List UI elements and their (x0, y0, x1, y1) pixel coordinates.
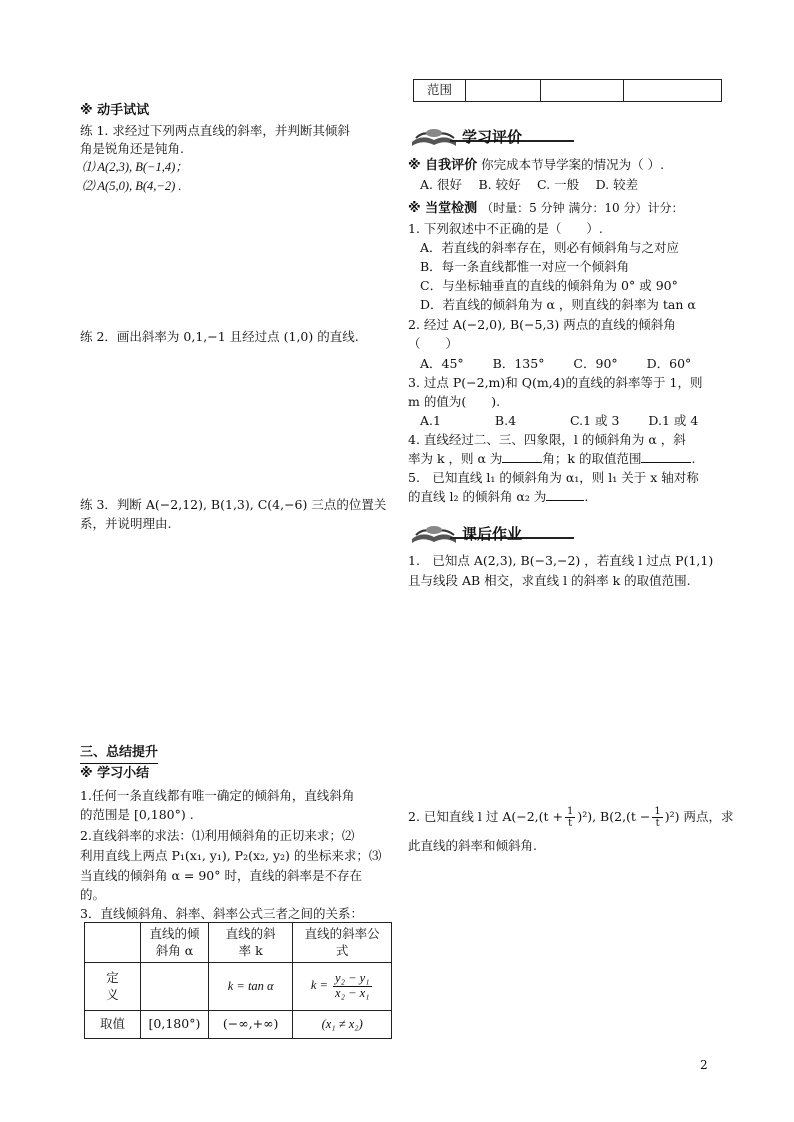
table-header-slope-line-1: 直线的斜 (225, 925, 276, 941)
table-header-slope (209, 923, 293, 963)
class-test-line (408, 198, 684, 219)
question-4-blank-angle[interactable] (502, 462, 542, 463)
section-summary-heading: 三、总结提升 (80, 743, 158, 764)
homework-2-fraction-2 (652, 806, 662, 829)
exercise-3-line-2: 系，并说明理由. (80, 516, 172, 531)
homework-2-line-1 (408, 806, 734, 829)
book-icon (410, 124, 460, 150)
homework-1-line-2: 且与线段 AB 相交，求直线 l 的斜率 k 的取值范围. (408, 573, 691, 588)
top-table-cell-3 (624, 80, 722, 102)
summary-2-line-4: 的。 (80, 887, 106, 902)
section-try-heading: ※ 动手试试 (80, 103, 150, 118)
table-row-range-slope: (−∞,+∞) (209, 1011, 293, 1039)
question-5-text-a: 的直线 l₂ 的倾斜角 α₂ 为 (408, 489, 547, 504)
table-row-range-formula: (x₁ ≠ x₂) (293, 1011, 392, 1039)
table-row-definition-angle (140, 963, 208, 1011)
question-3-line-1: 3. 过点 P(−2,m)和 Q(m,4)的直线的斜率等于 1，则 (408, 375, 703, 390)
eval-section-banner (410, 124, 730, 150)
question-2-line-1: 2. 经过 A(−2,0), B(−5,3) 两点的直线的倾斜角 (408, 317, 676, 332)
homework-2-text-a: 2. 已知直线 l 过 A(−2,(t + (408, 809, 563, 824)
homework-section-title: 课后作业 (462, 525, 523, 543)
homework-2-line-2: 此直线的斜率和倾斜角. (408, 838, 537, 853)
table-header-formula-line-1: 直线的斜率公 (304, 925, 380, 941)
summary-2-line-1: 2.直线斜率的求法：⑴利用倾斜角的正切来求；⑵ (80, 828, 355, 843)
summary-3: 3．直线倾斜角、斜率、斜率公式三者之间的关系： (80, 906, 363, 921)
question-4-text-c: . (691, 451, 696, 466)
question-4-blank-range[interactable] (641, 462, 691, 463)
question-3-options: A.1 B.4 C.1 或 3 D.1 或 4 (420, 413, 699, 428)
exercise-1-line-2: 角是锐角还是钝角. (80, 141, 184, 156)
table-header-formula (293, 923, 392, 963)
exercise-1-part-a: ⑴ A(2,3), B(−1,4)； (82, 160, 188, 174)
table-row-definition-label-line-1: 定 (106, 969, 119, 985)
table-header-formula-line-2: 式 (335, 942, 349, 958)
question-1-option-d: D．若直线的倾斜角为 α ，则直线的斜率为 tan α (420, 297, 696, 312)
table-row-definition-label (85, 963, 141, 1011)
table-row-definition-slope: k = tan α (209, 963, 293, 1011)
table-row-definition-label-line-2: 义 (106, 986, 119, 1002)
summary-2-line-2: 利用直线上两点 P₁(x₁, y₁), P₂(x₂, y₂) 的坐标来求；⑶ (80, 848, 382, 863)
question-2-line-2: （ ） (408, 336, 459, 351)
section-summary-subheading: ※ 学习小结 (80, 766, 150, 781)
homework-2-fraction-1-den: t (568, 818, 573, 829)
question-4-text-a: 率为 k ，则 α 为 (408, 451, 503, 466)
table-header-angle (140, 923, 208, 963)
homework-2-text-b: )²), B(2,(t − (577, 809, 651, 824)
table-row-range-label: 取值 (85, 1011, 141, 1039)
top-table-cell-1 (466, 80, 541, 102)
question-3-line-2: m 的值为( ). (408, 394, 501, 409)
class-test-meta: （时量：5 分钟 满分：10 分）计分： (481, 201, 684, 215)
exercise-1-part-b: ⑵ A(5,0), B(4,−2) . (82, 179, 182, 193)
question-5-blank[interactable] (546, 500, 584, 501)
homework-2-fraction-2-den: t (655, 818, 660, 829)
homework-2-fraction-1 (565, 806, 575, 829)
exercise-3-line-1: 练 3．判断 A(−2,12), B(1,3), C(4,−6) 三点的位置关 (80, 497, 387, 512)
question-4-line-1: 4. 直线经过二、三、四象限，l 的倾斜角为 α ，斜 (408, 432, 686, 447)
question-4-line-2 (408, 449, 695, 468)
class-test-heading: ※ 当堂检测 (408, 201, 478, 216)
exercise-2: 练 2．画出斜率为 0,1,−1 且经过点 (1,0) 的直线. (80, 329, 359, 344)
table-header-angle-line-2: 斜角 α (155, 942, 194, 958)
summary-2-line-3: 当直线的倾斜角 α = 90° 时，直线的斜率是不存在 (80, 868, 362, 883)
top-table-cell-2 (541, 80, 624, 102)
table-header-slope-line-2: 率 k (238, 942, 263, 958)
question-4-text-b: 角；k 的取值范围 (542, 451, 642, 466)
question-1: 1. 下列叙述中不正确的是（ ）. (408, 221, 603, 236)
question-2-options: A．45° B．135° C．90° D．60° (420, 356, 692, 371)
self-eval-text: 你完成本节导学案的情况为（ ）. (481, 157, 665, 172)
homework-1-line-1: 1. 已知点 A(2,3), B(−3,−2) ，若直线 l 过点 P(1,1) (408, 553, 714, 568)
table-row-definition-formula (293, 963, 392, 1011)
question-1-option-c: C．与坐标轴垂直的直线的倾斜角为 0° 或 90° (420, 278, 678, 293)
top-range-table (413, 79, 722, 102)
table-row-range-angle: [0,180°) (140, 1011, 208, 1039)
homework-2-fraction-1-num: 1 (566, 806, 574, 817)
homework-section-banner (410, 521, 730, 547)
homework-2-fraction-2-num: 1 (654, 806, 661, 817)
table-formula-k: k = (310, 978, 328, 993)
question-1-option-b: B．每一条直线都惟一对应一个倾斜角 (420, 259, 630, 274)
self-eval-line (408, 155, 664, 176)
exercise-1-line-1: 练 1. 求经过下列两点直线的斜率，并判断其倾斜 (80, 123, 350, 138)
table-header-angle-line-1: 直线的倾 (149, 925, 200, 941)
eval-section-title: 学习评价 (462, 128, 523, 146)
summary-1-line-1: 1.任何一条直线都有唯一确定的倾斜角，直线斜角 (80, 788, 355, 803)
top-table-label: 范围 (414, 80, 466, 102)
summary-table (84, 922, 392, 1039)
self-eval-options: A. 很好 B. 较好 C. 一般 D. 较差 (420, 177, 639, 192)
question-5-text-b: . (584, 489, 589, 504)
table-formula-numerator: y₂ − y₁ (335, 971, 370, 986)
page-number: 2 (700, 1058, 708, 1072)
question-5-line-2 (408, 487, 588, 506)
table-formula-fraction (333, 972, 371, 1001)
summary-1-line-2: 的范围是 [0,180°) . (80, 807, 194, 822)
table-corner-cell (85, 923, 141, 963)
self-eval-heading: ※ 自我评价 (408, 158, 478, 173)
homework-2-text-c: )²) 两点，求 (664, 809, 734, 824)
book-icon (410, 521, 460, 547)
question-1-option-a: A．若直线的斜率存在，则必有倾斜角与之对应 (420, 240, 680, 255)
table-formula-denominator: x₂ − x₁ (335, 986, 370, 1000)
question-5-line-1: 5. 已知直线 l₁ 的倾斜角为 α₁，则 l₁ 关于 x 轴对称 (408, 470, 699, 485)
